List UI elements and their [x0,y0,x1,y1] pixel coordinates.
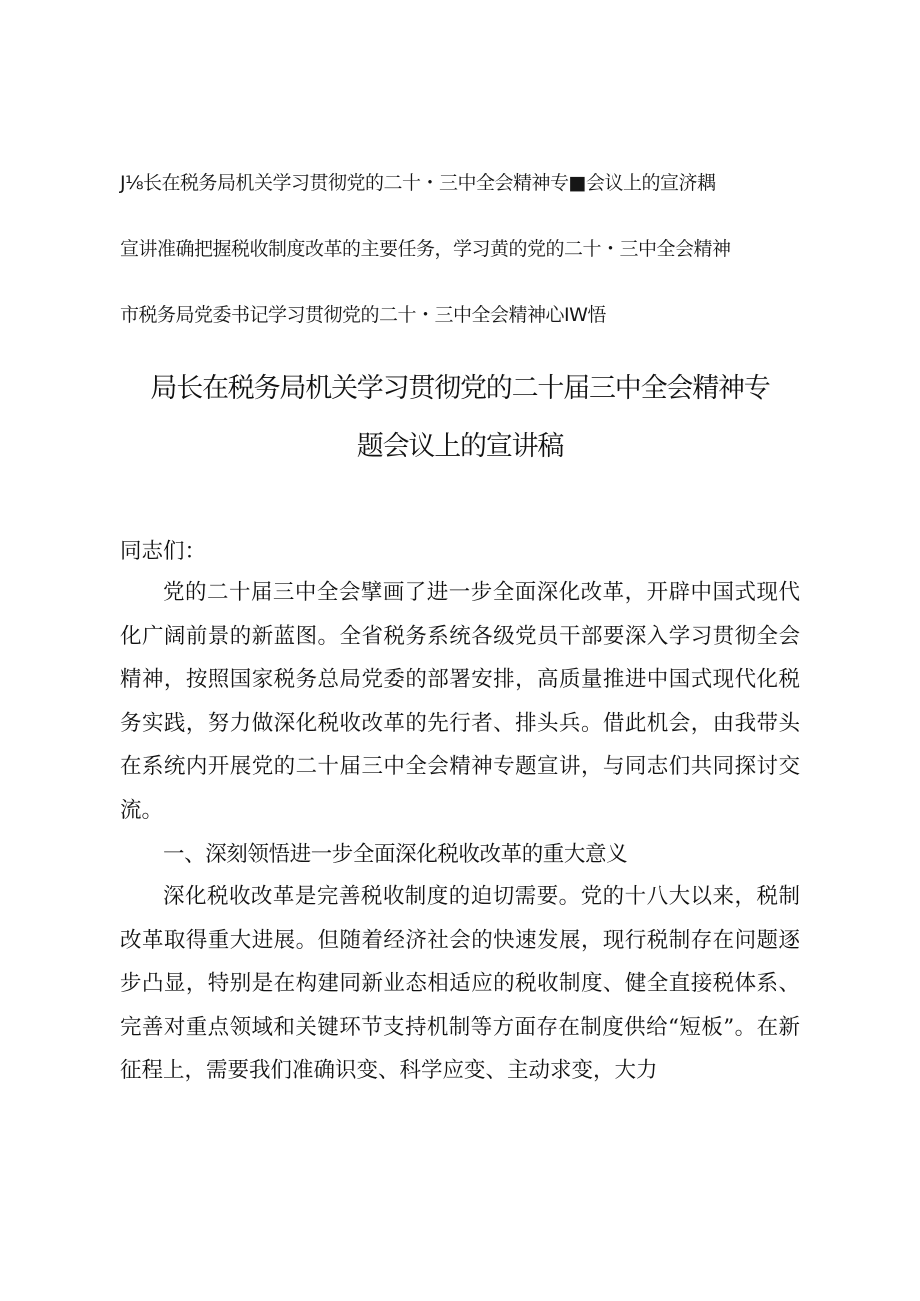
document-title-line-2: 题会议上的宣讲稿 [356,431,564,462]
body-paragraph-1: 党的二十届三中全会擘画了进一步全面深化改革，开辟中国式现代化广阔前景的新蓝图。全省税务系统各级党员干部要深入学习贯彻全会精神，按照国家税务总局党委的部署安排，高质量推进中国式现代化税务实践，努力做深化税收改革的先行者、排头兵。借此机会，由我带头在系统内开展党的二十届三中全会精神专题宣讲，与同志们共同探讨交流。 [120,580,800,823]
toc-line-1: J⅛长在税务局机关学习贯彻党的二十・三中全会精神专■会议上的宣济耦 [120,172,716,194]
salutation: 同志们： [120,539,207,564]
toc-line-3: 市税务局党委书记学习贯彻党的二十・三中全会精神心IW悟 [120,304,606,326]
body-paragraph-2: 深化税收改革是完善税收制度的迫切需要。党的十八大以来，税制改革取得重大进展。但随着经济社会的快速发展，现行税制存在问题逐步凸显，特别是在构建同新业态相适应的税收制度、健全直接税体系、完善对重点领域和关键环节支持机制等方面存在制度供给“短板”。在新征程上，需要我们准确识变、科学应变、主动求变，大力 [120,884,800,1083]
toc-line-2: 宣讲准确把握税收制度改革的主要任务，学习黄的党的二十・三中全会精神 [120,238,731,260]
document-title-line-1: 局长在税务局机关学习贯彻党的二十届三中全会精神专 [150,373,770,404]
section-heading-1: 一、深刻领悟进一步全面深化税收改革的重大意义 [163,842,628,867]
